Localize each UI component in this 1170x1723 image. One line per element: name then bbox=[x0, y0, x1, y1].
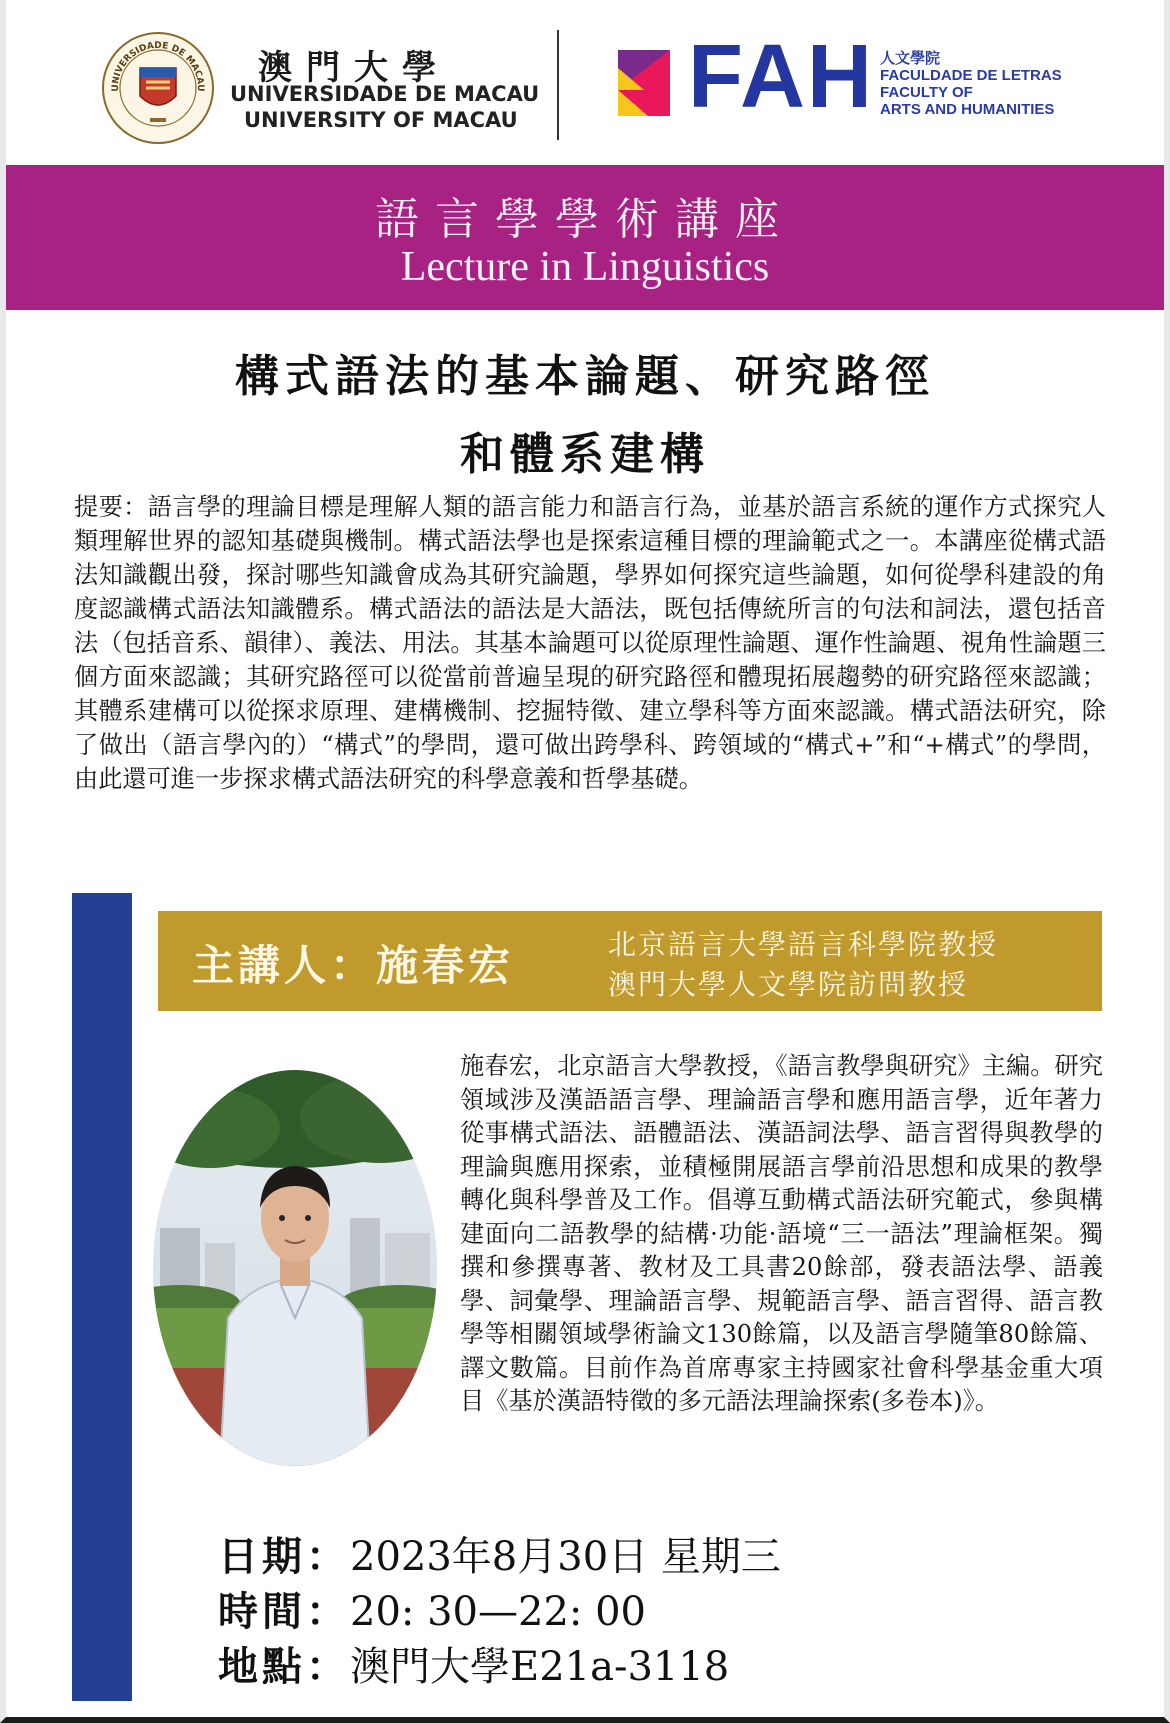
venue-label: 地點： bbox=[218, 1643, 350, 1690]
lecture-series-banner bbox=[6, 165, 1164, 310]
series-title-english: Lecture in Linguistics bbox=[400, 244, 770, 290]
date-value: 2023年8月30日 星期三 bbox=[350, 1534, 781, 1580]
header-divider bbox=[557, 30, 559, 140]
speaker-title-1: 北京語言大學語言科學院教授 bbox=[608, 928, 999, 961]
lecture-abstract: 提要：語言學的理論目標是理解人類的語言能力和語言行為，並基於語言系統的運作方式探究人類理解世界的認知基礎與機制。構式語法學也是探索這種目標的理論範式之一。本講座從構式語法知識觀出發，探討哪些知識會成為其研究論題，學界如何探究這些論題，如何從學科建設的角度認識構式語法知識體系。構式語法的語法是大語法，既包括傳統所言的句法和詞法，還包括音法（包括音系、韻律）、義法、用法。其基本論題可以從原理性論題、運作性論題、視角性論題三個方面來認識；其研究路徑可以從當前普遍呈現的研究路徑和體現拓展趨勢的研究路徑來認識；其體系建構可以從探求原理、建構機制、挖掘特徵、建立學科等方面來認識。構式語法研究，除了做出（語言學內的）“構式”的學問，還可做出跨學科、跨領域的“構式+”和“+構式”的學問，由此還可進一步探求構式語法研究的科學意義和哲學基礎。 bbox=[74, 493, 1106, 793]
speaker-photo bbox=[150, 1068, 440, 1468]
faculty-name-portuguese: FACULDADE DE LETRAS bbox=[880, 67, 1062, 84]
speaker-title-2: 澳門大學人文學院訪問教授 bbox=[608, 968, 969, 1001]
event-venue bbox=[218, 1635, 729, 1692]
speaker-band bbox=[158, 911, 1102, 1011]
university-name-chinese: 澳門大學 bbox=[258, 48, 450, 88]
svg-text:UNIVERSIDADE DE MACAU: UNIVERSIDADE DE MACAU bbox=[110, 40, 206, 92]
lecture-title-line1: 構式語法的基本論題、研究路徑 bbox=[235, 351, 935, 402]
faculty-name-english-line2: ARTS AND HUMANITIES bbox=[880, 101, 1055, 118]
event-date bbox=[218, 1525, 781, 1582]
fah-acronym: FAH bbox=[688, 27, 874, 127]
venue-value: 澳門大學E21a-3118 bbox=[350, 1644, 730, 1690]
series-title-chinese: 語言學學術講座 bbox=[375, 194, 795, 245]
university-name-portuguese: UNIVERSIDADE DE MACAU bbox=[230, 82, 540, 106]
speaker-name: 主講人：施春宏 bbox=[192, 941, 515, 990]
faculty-name-chinese: 人文學院 bbox=[880, 50, 941, 67]
decorative-side-bar bbox=[72, 893, 132, 1701]
lecture-title-line2: 和體系建構 bbox=[460, 429, 710, 480]
university-name-english: UNIVERSITY OF MACAU bbox=[244, 108, 518, 132]
faculty-name-english-line1: FACULTY OF bbox=[880, 84, 973, 101]
university-of-macau-seal-icon bbox=[100, 30, 216, 146]
speaker-biography: 施春宏，北京語言大學教授，《語言教學與研究》主編。研究領域涉及漢語語言學、理論語言學和應用語言學，近年著力從事構式語法、語體語法、漢語詞法學、語言習得與教學的理論與應用探索，並積極開展語言學前沿思想和成果的教學轉化與科學普及工作。倡導互動構式語法研究範式，參與構建面向二語教學的結構·功能·語境“三一語法”理論框架。獨撰和參撰專著、教材及工具書20餘部，發表語法學、語義學、詞彙學、理論語言學、規範語言學、語言習得、語言教學等相關領域學術論文130餘篇，以及語言學隨筆80餘篇、譯文數篇。目前作為首席專家主持國家社會科學基金重大項目《基於漢語特徵的多元語法理論探索(多卷本)》。 bbox=[460, 1052, 1103, 1415]
date-label: 日期： bbox=[218, 1533, 350, 1580]
event-time bbox=[218, 1580, 646, 1637]
time-value: 20: 30—22: 00 bbox=[350, 1589, 646, 1635]
time-label: 時間： bbox=[218, 1588, 350, 1635]
fah-logo-icon bbox=[618, 50, 670, 116]
